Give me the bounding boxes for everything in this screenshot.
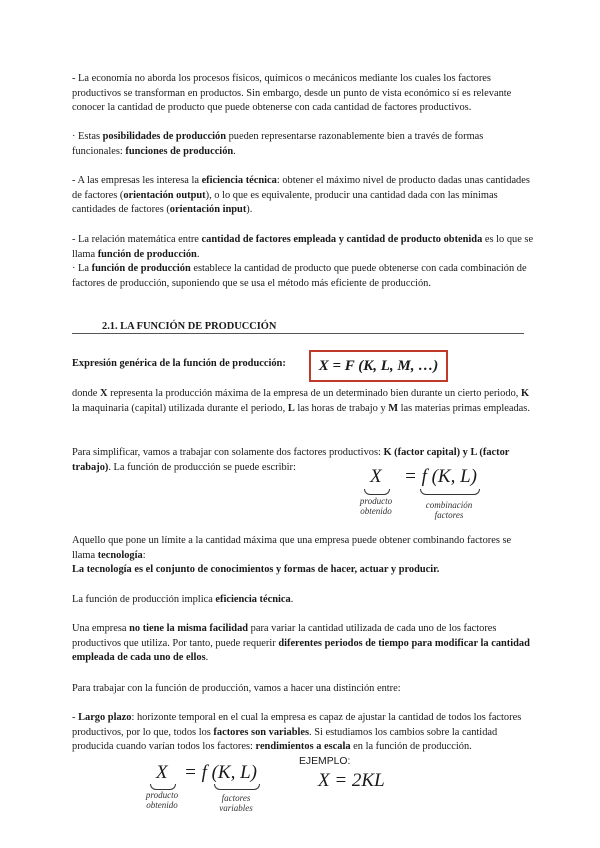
- paragraph-donde: donde X representa la producción máxima de la empresa de un determinado bien durante un cierto periodo, K la maquinaria (capital) utilizada durante el periodo, L las horas de trabajo y M las materias primas empleadas.: [72, 388, 530, 414]
- eq2-rhs: = f (K, L): [184, 762, 257, 783]
- paragraph-empresa: Una empresa no tiene la misma facilidad para variar la cantidad utilizada de cada uno de los factores productivos que utiliza. Por tanto, puede requerir diferentes periodos de tiempo para modificar la cantidad empleada de cada uno de ellos.: [72, 623, 530, 664]
- eq2-rhs-note: factores variables: [219, 793, 253, 813]
- paragraph-relacion: - La relación matemática entre cantidad de factores empleada y cantidad de producto obtenida es lo que se llama función de producción.: [72, 234, 534, 260]
- eq1-lhs-note: producto obtenido: [359, 496, 393, 516]
- paragraph-posibilidades: · Estas posibilidades de producción pueden representarse razonablemente bien a través de formas funcionales: funciones de producción.: [72, 131, 484, 157]
- eq1-rhs-note: combinación factores: [425, 500, 473, 520]
- paragraph-largo-plazo: - Largo plazo: horizonte temporal en el cual la empresa es capaz de ajustar la cantidad de todos los factores productivos, por lo que, todos los factores son variables. Si estudiamos los cambios sobre la cantidad producida cuando varían todos los factores: rendimientos a escala en la función de producción.: [72, 712, 522, 753]
- expression-label: Expresión genérica de la función de producción:: [72, 358, 286, 369]
- eq1-lhs: X: [370, 466, 382, 487]
- eq2-rhs-brace: [214, 784, 260, 790]
- paragraph-implica: La función de producción implica eficiencia técnica.: [72, 594, 294, 605]
- paragraph-economia: - La economía no aborda los procesos físicos, químicos o mecánicos mediante los cuales los factores productivos se transforman en productos. Sin embargo, desde un punto de vista económico sí es relevante conocer la cantidad de producto que puede obtenerse con cada cantidad de factores productivos.: [72, 73, 512, 114]
- generic-formula-box: X = F (K, L, M, …): [309, 350, 448, 382]
- eq2-lhs: X: [156, 762, 168, 783]
- eq1-lhs-brace: [364, 489, 390, 495]
- example-formula: X = 2KL: [318, 770, 385, 791]
- section-heading: 2.1. LA FUNCIÓN DE PRODUCCIÓN: [72, 321, 524, 334]
- paragraph-simplificar: Para simplificar, vamos a trabajar con solamente dos factores productivos: K (factor capital) y L (factor trabajo). La función de producción se puede escribir:: [72, 447, 510, 473]
- example-label: EJEMPLO:: [299, 756, 351, 767]
- eq2-lhs-note: producto obtenido: [145, 790, 179, 810]
- eq1-rhs: = f (K, L): [404, 466, 477, 487]
- paragraph-tecnologia-definicion: La tecnología es el conjunto de conocimientos y formas de hacer, actuar y producir.: [72, 564, 440, 575]
- paragraph-funcion-establece: · La función de producción establece la cantidad de producto que puede obtenerse con cada combinación de factores de producción, suponiendo que se usa el método más eficiente de producción.: [72, 263, 527, 289]
- paragraph-eficiencia: - A las empresas les interesa la eficiencia técnica: obtener el máximo nivel de producto dadas unas cantidades de factores (orientación output), o lo que es equivalente, producir una cantidad dada con las mínimas cantidades de factores (orientación input).: [72, 175, 530, 216]
- eq1-rhs-brace: [420, 489, 480, 495]
- paragraph-distincion: Para trabajar con la función de producción, vamos a hacer una distinción entre:: [72, 683, 401, 694]
- paragraph-tecnologia: Aquello que pone un límite a la cantidad máxima que una empresa puede obtener combinando factores se llama tecnología:: [72, 535, 512, 561]
